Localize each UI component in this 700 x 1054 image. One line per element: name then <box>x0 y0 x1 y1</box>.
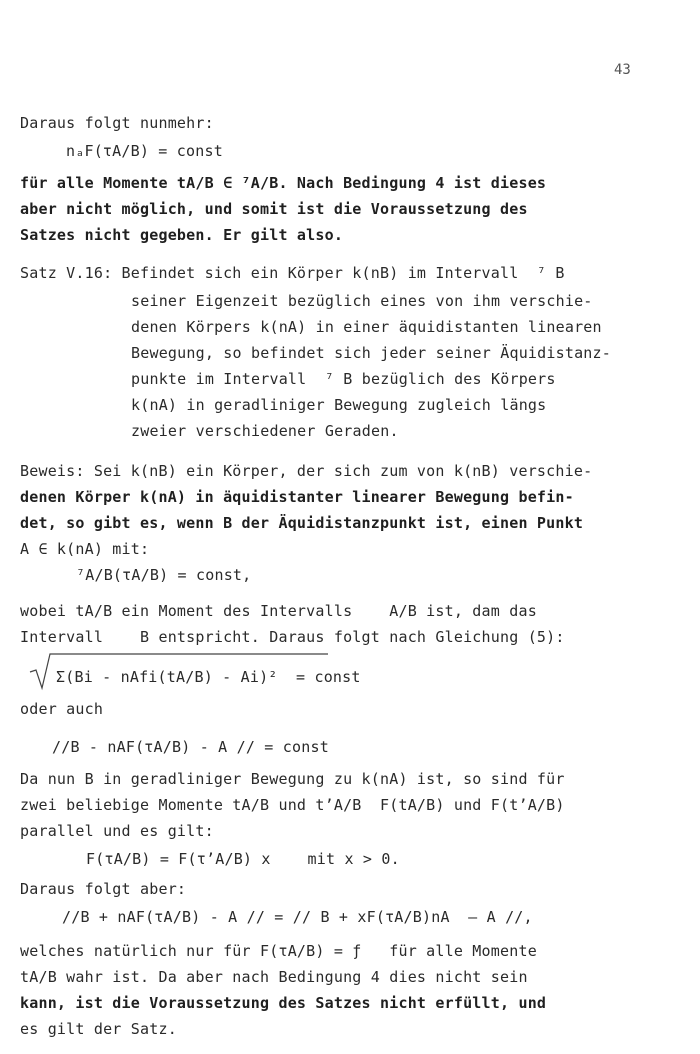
proof-line: Intervall B entspricht. Daraus folgt nach Gleichung (5): <box>20 628 565 646</box>
text-line: parallel und es gilt: <box>20 822 214 840</box>
text-line: Satzes nicht gegeben. Er gilt also. <box>20 226 344 244</box>
text-line: oder auch <box>20 700 104 718</box>
text-line: Da nun B in geradliniger Bewegung zu k(nA) ist, so sind für <box>20 770 565 788</box>
proof-line: denen Körper k(nA) in äquidistanter linearer Bewegung befin- <box>20 488 574 506</box>
equation-line: nₐF(τA/B) = const <box>66 142 223 160</box>
proof-line: A ∈ k(nA) mit: <box>20 540 150 558</box>
theorem-line: zweier verschiedener Geraden. <box>131 422 399 440</box>
equation-line: //B + nAF(τA/B) - A // = // B + xF(τA/B)nA – A //, <box>62 908 533 926</box>
text-line: tA/B wahr ist. Da aber nach Bedingung 4 dies nicht sein <box>20 968 528 986</box>
text-line: kann, ist die Voraussetzung des Satzes nicht erfüllt, und <box>20 994 547 1012</box>
theorem-line: Bewegung, so befindet sich jeder seiner Äquidistanz- <box>131 344 611 362</box>
proof-line: det, so gibt es, wenn B der Äquidistanzpunkt ist, einen Punkt <box>20 514 584 532</box>
page-number: 43 <box>614 62 631 78</box>
theorem-line: punkte im Intervall ⁷ B bezüglich des Körpers <box>131 370 556 388</box>
theorem-line: seiner Eigenzeit bezüglich eines von ihm verschie- <box>131 292 593 310</box>
text-line: zwei beliebige Momente tA/B und t’A/B F(tA/B) und F(t’A/B) <box>20 796 565 814</box>
proof-line: wobei tA/B ein Moment des Intervalls A/B ist, dam das <box>20 602 537 620</box>
proof-line: Beweis: Sei k(nB) ein Körper, der sich zum von k(nB) verschie- <box>20 462 593 480</box>
equation-line: Σ(Bi - nAfi(tA/B) - Ai)² = const <box>56 668 361 686</box>
theorem-heading-line: Satz V.16: Befindet sich ein Körper k(nB) im Intervall ⁷ B <box>20 264 565 282</box>
text-line: Daraus folgt aber: <box>20 880 187 898</box>
equation-line: F(τA/B) = F(τ’A/B) x mit x > 0. <box>86 850 400 868</box>
text-line: welches natürlich nur für F(τA/B) = ƒ für alle Momente <box>20 942 537 960</box>
text-line: Daraus folgt nunmehr: <box>20 114 214 132</box>
text-line: es gilt der Satz. <box>20 1020 177 1038</box>
theorem-line: k(nA) in geradliniger Bewegung zugleich längs <box>131 396 547 414</box>
equation-line: //B - nAF(τA/B) - A // = const <box>52 738 329 756</box>
text-line: für alle Momente tA/B ∈ ⁷A/B. Nach Bedingung 4 ist dieses <box>20 174 547 192</box>
equation-line: ⁷A/B(τA/B) = const, <box>76 566 252 584</box>
text-line: aber nicht möglich, und somit ist die Voraussetzung des <box>20 200 528 218</box>
theorem-line: denen Körpers k(nA) in einer äquidistanten linearen <box>131 318 602 336</box>
